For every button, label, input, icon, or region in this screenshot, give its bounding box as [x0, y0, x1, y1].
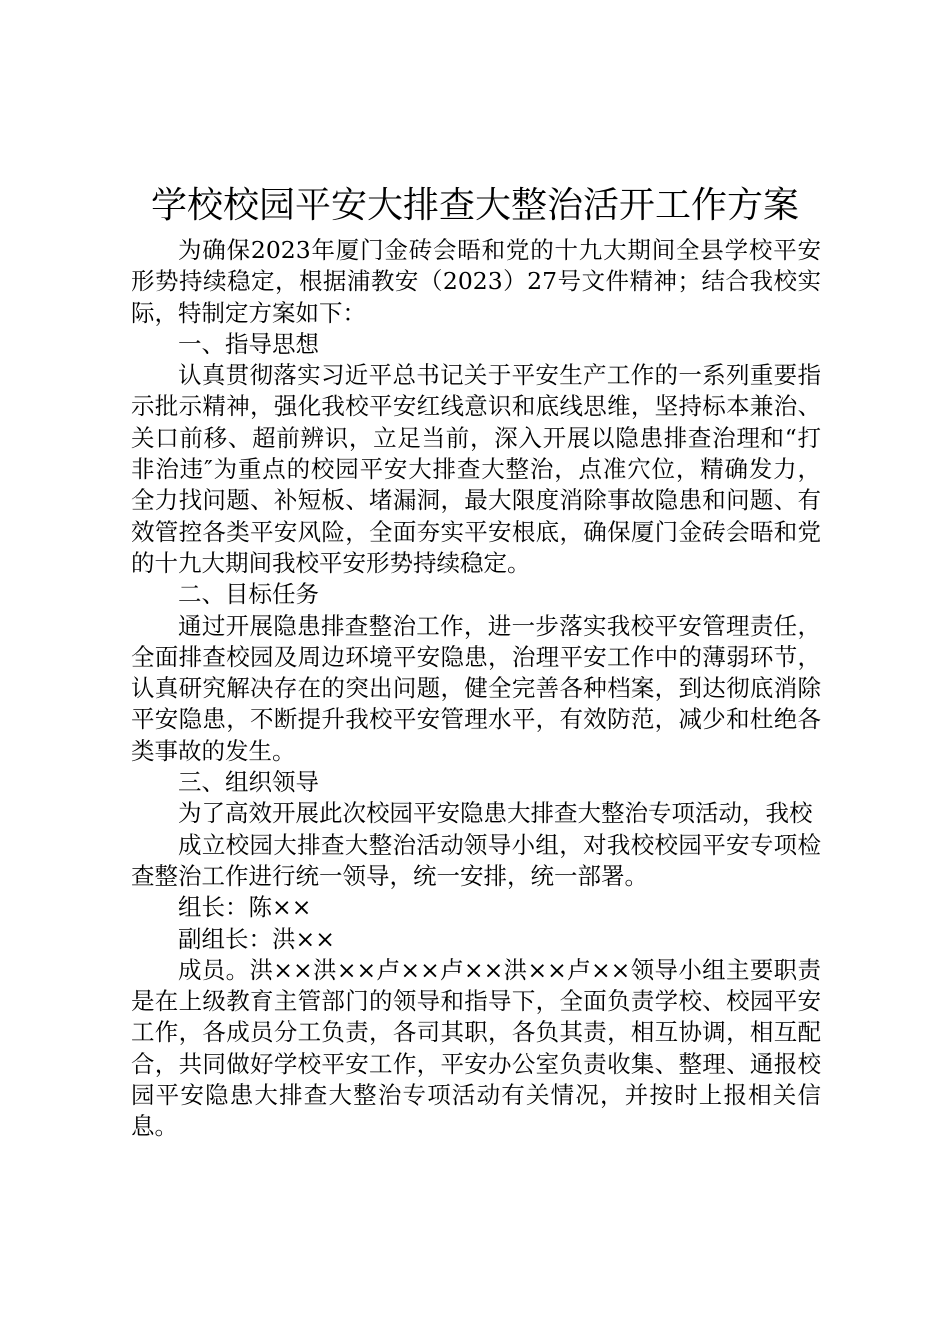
- document-title: 学校校园平安大排查大整治活开工作方案: [150, 185, 799, 226]
- section-heading-guiding-ideology: 一、指导思想: [178, 329, 319, 358]
- section-heading-objectives: 二、目标任务: [178, 580, 319, 609]
- organization-paragraph-2: 成立校园大排查大整治活动领导小组，对我校校园平安专项检查整治工作进行统一领导，统一安排，统一部署。: [131, 830, 821, 890]
- document-body: [131, 235, 821, 1143]
- members-paragraph: 成员。洪××洪××卢××卢××洪××卢××领导小组主要职责是在上级教育主管部门的领导和指导下，全面负责学校、校园平安工作，各成员分工负责，各司其职，各负其责，相互协调，相互配合，共同做好学校平安工作，平安办公室负责收集、整理、通报校园平安隐患大排查大整治专项活动有关情况，并按时上报相关信息。: [131, 955, 821, 1141]
- intro-paragraph: 为确保2023年厦门金砖会晤和党的十九大期间全县学校平安形势持续稳定，根据浦教安（2023）27号文件精神；结合我校实际，特制定方案如下：: [131, 236, 821, 327]
- objectives-paragraph: 通过开展隐患排查整治工作，进一步落实我校平安管理责任，全面排查校园及周边环境平安隐患，治理平安工作中的薄弱环节，认真研究解决存在的突出问题，健全完善各种档案，到达彻底消除平安隐患，不断提升我校平安管理水平，有效防范，减少和杜绝各类事故的发生。: [131, 611, 821, 765]
- section-heading-organization: 三、组织领导: [178, 768, 319, 797]
- organization-paragraph-1: 为了高效开展此次校园平安隐患大排查大整治专项活动，我校: [178, 799, 813, 828]
- team-leader-line: 组长：陈××: [178, 893, 312, 922]
- deputy-leader-line: 副组长：洪××: [178, 924, 335, 953]
- guiding-ideology-paragraph: 认真贯彻落实习近平总书记关于平安生产工作的一系列重要指示批示精神，强化我校平安红线意识和底线思维，坚持标本兼治、关口前移、超前辨识，立足当前，深入开展以隐患排查治理和“打非治违″为重点的校园平安大排查大整治，点准穴位，精确发力，全力找问题、补短板、堵漏洞，最大限度消除事故隐患和问题、有效管控各类平安风险，全面夯实平安根底，确保厦门金砖会晤和党的十九大期间我校平安形势持续稳定。: [131, 361, 821, 577]
